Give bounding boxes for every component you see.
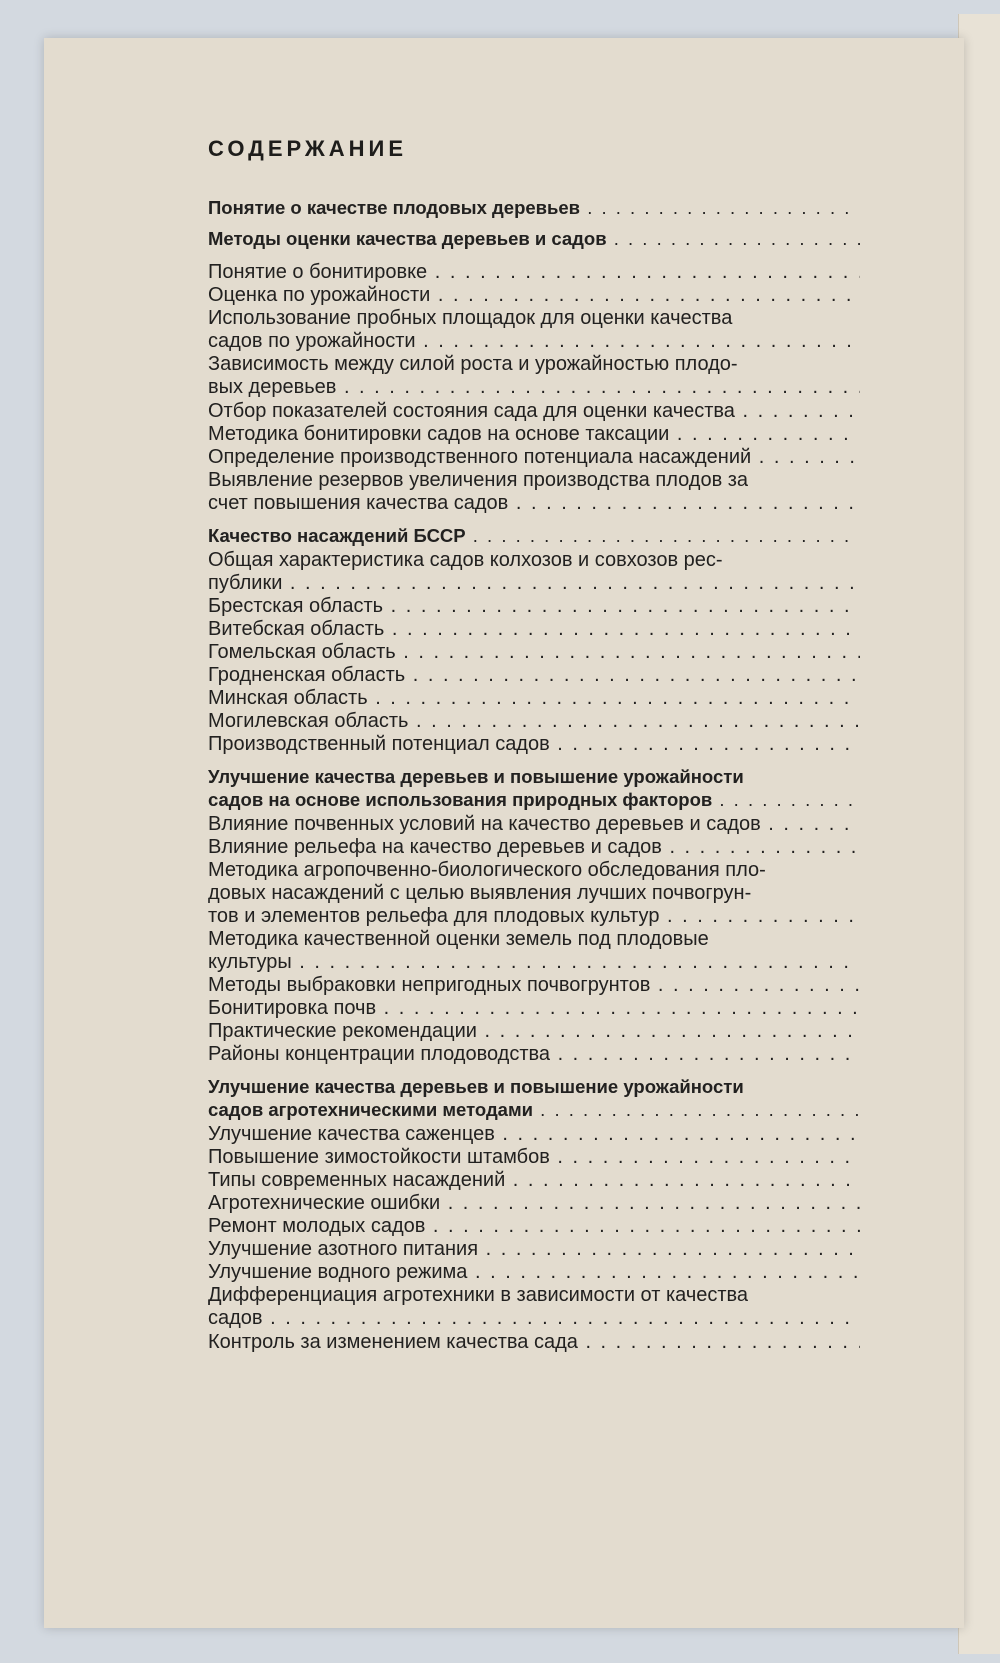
toc-subsection-title: культуры . . . — [208, 950, 860, 974]
toc-subsection-title: тов и элементов рельефа для плодовых культур . . . — [208, 904, 860, 928]
toc-subsection-title: Понятие о бонитировке . . . — [208, 260, 860, 284]
toc-subsection-title: Общая характеристика садов колхозов и совхозов рес- — [208, 549, 723, 571]
toc-subsection-title: Могилевская область . . . — [208, 709, 860, 733]
toc-subsection-title: Методы выбраковки непригодных почвогрунтов . . . — [208, 973, 860, 997]
toc-subsection-title: Определение производственного потенциала насаждений . . . — [208, 445, 860, 469]
toc-subsection-title: вых деревьев . . . — [208, 375, 860, 399]
toc-subsection-title: Методика агропочвенно-биологического обследования пло- — [208, 859, 766, 881]
toc-subsection-title: садов по урожайности . . . — [208, 329, 860, 353]
toc-subsection-title: Улучшение качества саженцев . . . — [208, 1122, 860, 1146]
toc-subsection-title: Методика бонитировки садов на основе таксации . . . — [208, 422, 860, 446]
toc-subsection-title: Гродненская область . . . — [208, 663, 860, 687]
toc-subsection-title: Улучшение водного режима . . . — [208, 1260, 860, 1284]
toc-subsection-title: Типы современных насаждений . . . — [208, 1168, 860, 1192]
toc-subsection-title: довых насаждений с целью выявления лучших почвогрун- — [208, 882, 752, 904]
toc-subsection-title: Выявление резервов увеличения производства плодов за — [208, 469, 749, 491]
toc-subsection-title: Минская область . . . — [208, 686, 860, 710]
toc-subsection-title: садов . . . — [208, 1306, 860, 1330]
toc-subsection-title: Отбор показателей состояния сада для оценки качества . . . — [208, 399, 860, 423]
toc-subsection-title: Влияние почвенных условий на качество деревьев и садов . . . — [208, 812, 860, 836]
toc-subsection-title: Улучшение азотного питания . . . — [208, 1237, 860, 1261]
toc-subsection-title: Бонитировка почв . . . — [208, 996, 860, 1020]
toc-section-title: садов на основе использования природных факторов . . . — [208, 788, 860, 812]
toc-subsection-title: Оценка по урожайности . . . — [208, 283, 860, 307]
toc-subsection-title: Брестская область . . . — [208, 594, 860, 618]
toc-title: СОДЕРЖАНИЕ — [208, 136, 408, 161]
toc-subsection-title: Агротехнические ошибки . . . — [208, 1191, 860, 1215]
toc-section-title: Методы оценки качества деревьев и садов . . . — [208, 227, 860, 251]
toc-subsection-title: Использование пробных площадок для оценки качества — [208, 307, 733, 329]
toc-subsection-title: Производственный потенциал садов . . . — [208, 732, 860, 756]
toc-subsection-title: Зависимость между силой роста и урожайностью плодо- — [208, 353, 738, 375]
toc-subsection-title: Практические рекомендации . . . — [208, 1019, 860, 1043]
toc-subsection-title: Контроль за изменением качества сада . . . — [208, 1330, 860, 1354]
toc-section-title: Улучшение качества деревьев и повышение урожайности — [208, 1076, 744, 1097]
toc-section-title: садов агротехническими методами . . . — [208, 1098, 860, 1122]
toc-subsection-title: Повышение зимостойкости штамбов . . . — [208, 1145, 860, 1169]
toc-subsection-title: Методика качественной оценки земель под плодовые — [208, 928, 709, 950]
toc-subsection-title: Районы концентрации плодоводства . . . — [208, 1042, 860, 1066]
toc-section-title: Понятие о качестве плодовых деревьев . . . — [208, 196, 860, 220]
toc-subsection-title: Дифференциация агротехники в зависимости от качества — [208, 1284, 749, 1306]
toc-subsection-title: Витебская область . . . — [208, 617, 860, 641]
toc-subsection-title: Ремонт молодых садов . . . — [208, 1214, 860, 1238]
toc-subsection-title: Гомельская область . . . — [208, 640, 860, 664]
toc-section-title: Улучшение качества деревьев и повышение урожайности — [208, 766, 744, 787]
toc-subsection-title: счет повышения качества садов . . . — [208, 491, 860, 515]
toc-subsection-title: публики . . . — [208, 571, 860, 595]
toc-subsection-title: Влияние рельефа на качество деревьев и садов . . . — [208, 835, 860, 859]
toc-section-title: Качество насаждений БССР . . . — [208, 524, 860, 548]
